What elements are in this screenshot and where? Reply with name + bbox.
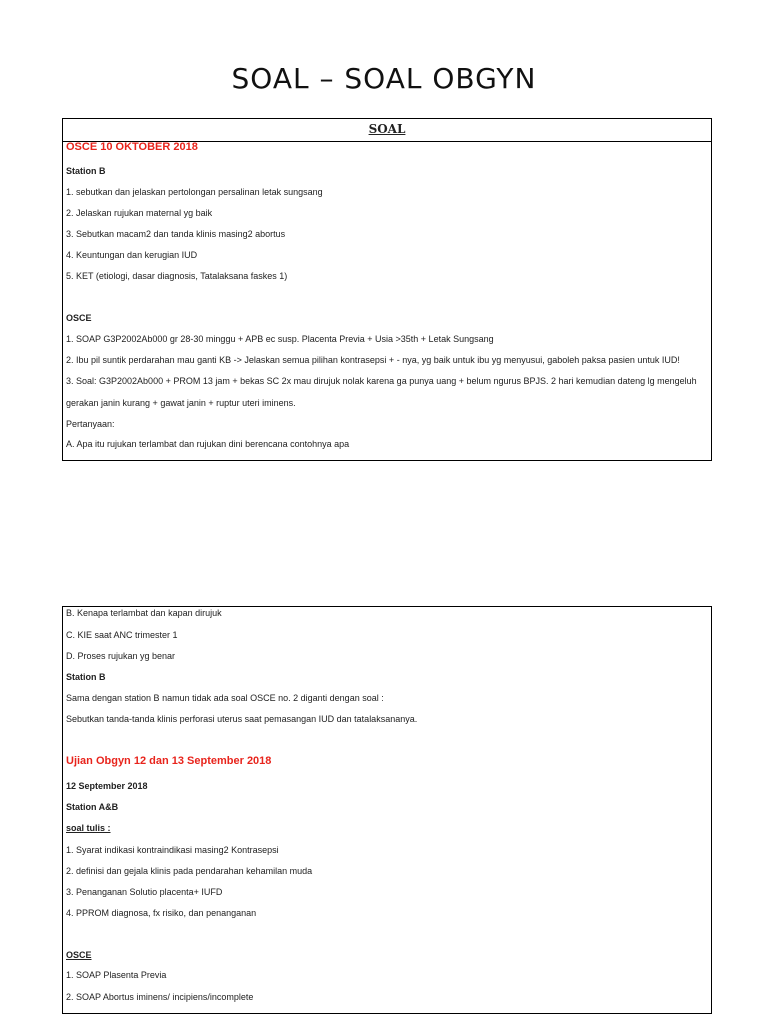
station-b-label: Station B [66, 672, 106, 682]
soal-header: SOAL [63, 119, 711, 142]
station-ab-label: Station A&B [66, 802, 119, 812]
list-item: 3. Sebutkan macam2 dan tanda klinis masing2 abortus [66, 229, 286, 239]
list-item: 4. Keuntungan dan kerugian IUD [66, 250, 198, 260]
note-text: Sama dengan station B namun tidak ada soal OSCE no. 2 diganti dengan soal : [66, 693, 384, 703]
list-item: 5. KET (etiologi, dasar diagnosis, Tatalaksana faskes 1) [66, 271, 288, 281]
list-item: 1. SOAP G3P2002Ab000 gr 28-30 minggu + APB ec susp. Placenta Previa + Usia >35th + Letak Sungsang [66, 334, 494, 344]
station-b-label: Station B [66, 166, 106, 176]
note-text: Sebutkan tanda-tanda klinis perforasi uterus saat pemasangan IUD dan tatalaksananya. [66, 714, 418, 724]
soal-box-1 [62, 118, 712, 461]
question-item: C. KIE saat ANC trimester 1 [66, 630, 178, 640]
list-item: 3. Soal: G3P2002Ab000 + PROM 13 jam + bekas SC 2x mau dirujuk nolak karena ga punya uang + belum ngurus BPJS. 2 hari kemudian dateng lg mengeluh [66, 376, 697, 386]
question-item: A. Apa itu rujukan terlambat dan rujukan dini berencana contohnya apa [66, 439, 350, 449]
list-item: 2. Jelaskan rujukan maternal yg baik [66, 208, 213, 218]
list-item: 1. SOAP Plasenta Previa [66, 970, 167, 980]
soal-box-2 [62, 606, 712, 1014]
soal-tulis-label: soal tulis : [66, 823, 111, 833]
question-item: D. Proses rujukan yg benar [66, 651, 176, 661]
osce-label: OSCE [66, 313, 92, 323]
osce-date-heading: OSCE 10 OKTOBER 2018 [66, 141, 198, 153]
osce-label: OSCE [66, 950, 92, 960]
pertanyaan-label: Pertanyaan: [66, 419, 115, 429]
list-item: 4. PPROM diagnosa, fx risiko, dan penanganan [66, 908, 257, 918]
question-item: B. Kenapa terlambat dan kapan dirujuk [66, 608, 222, 618]
list-item: gerakan janin kurang + gawat janin + ruptur uteri iminens. [66, 398, 296, 408]
list-item: 1. sebutkan dan jelaskan pertolongan persalinan letak sungsang [66, 187, 323, 197]
list-item: 2. definisi dan gejala klinis pada pendarahan kehamilan muda [66, 866, 313, 876]
list-item: 3. Penanganan Solutio placenta+ IUFD [66, 887, 223, 897]
exam-heading: Ujian Obgyn 12 dan 13 September 2018 [66, 755, 272, 767]
exam-date: 12 September 2018 [66, 781, 148, 791]
document-title: SOAL – SOAL OBGYN [231, 62, 537, 95]
list-item: 1. Syarat indikasi kontraindikasi masing2 Kontrasepsi [66, 845, 279, 855]
list-item: 2. SOAP Abortus iminens/ incipiens/incomplete [66, 992, 254, 1002]
list-item: 2. Ibu pil suntik perdarahan mau ganti KB -> Jelaskan semua pilihan kontrasepsi + - nya, yg baik untuk ibu yg menyusui, gaboleh paksa pasien untuk IUD! [66, 355, 680, 365]
